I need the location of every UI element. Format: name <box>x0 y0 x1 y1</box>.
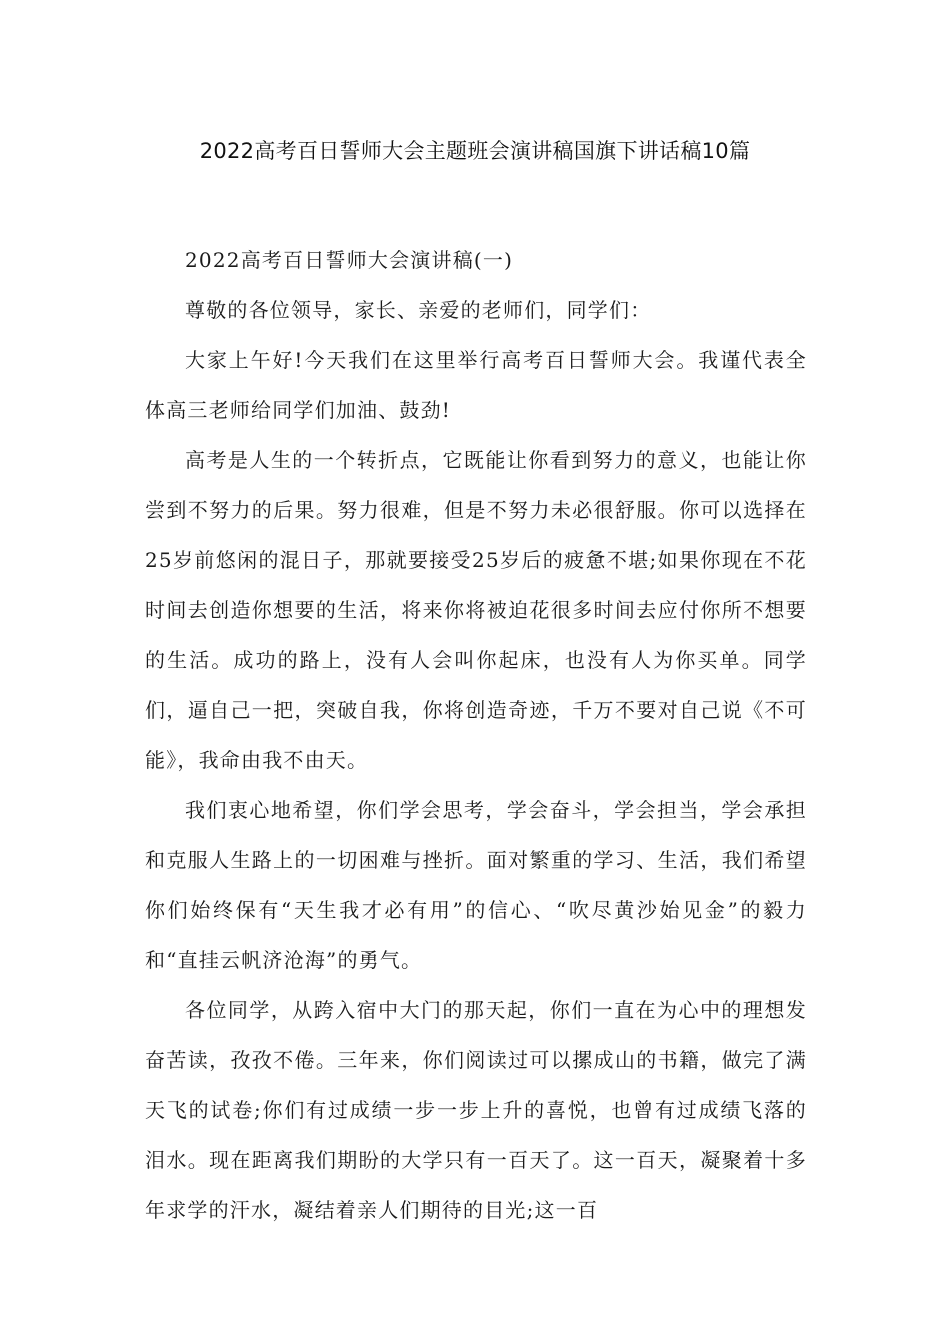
paragraph-turning-point: 高考是人生的一个转折点，它既能让你看到努力的意义，也能让你尝到不努力的后果。努力很难，但是不努力未必很舒服。你可以选择在25岁前悠闲的混日子，那就要接受25岁后的疲惫不堪;如果你现在不花时间去创造你想要的生活，将来你将被迫花很多时间去应付你所不想要的生活。成功的路上，没有人会叫你起床，也没有人为你买单。同学们，逼自己一把，突破自我，你将创造奇迹，千万不要对自己说《不可能》，我命由我不由天。 <box>145 448 807 772</box>
paragraph-greeting: 大家上午好!今天我们在这里举行高考百日誓师大会。我谨代表全体高三老师给同学们加油、鼓劲! <box>145 348 807 422</box>
paragraph-salutation: 尊敬的各位领导，家长、亲爱的老师们，同学们： <box>185 298 652 322</box>
section-heading: 2022高考百日誓师大会演讲稿(一) <box>185 248 514 272</box>
document-title: 2022高考百日誓师大会主题班会演讲稿国旗下讲话稿10篇 <box>199 139 751 163</box>
document-body <box>145 235 807 1235</box>
paragraph-hundred-days: 各位同学，从跨入宿中大门的那天起，你们一直在为心中的理想发奋苦读，孜孜不倦。三年来，你们阅读过可以摞成山的书籍，做完了满天飞的试卷;你们有过成绩一步一步上升的喜悦，也曾有过成绩飞落的泪水。现在距离我们期盼的大学只有一百天了。这一百天，凝聚着十多年求学的汗水，凝结着亲人们期待的目光;这一百 <box>145 998 807 1222</box>
paragraph-hopes: 我们衷心地希望，你们学会思考，学会奋斗，学会担当，学会承担和克服人生路上的一切困难与挫折。面对繁重的学习、生活，我们希望你们始终保有“天生我才必有用”的信心、“吹尽黄沙始见金”的毅力和“直挂云帆济沧海”的勇气。 <box>145 798 807 972</box>
